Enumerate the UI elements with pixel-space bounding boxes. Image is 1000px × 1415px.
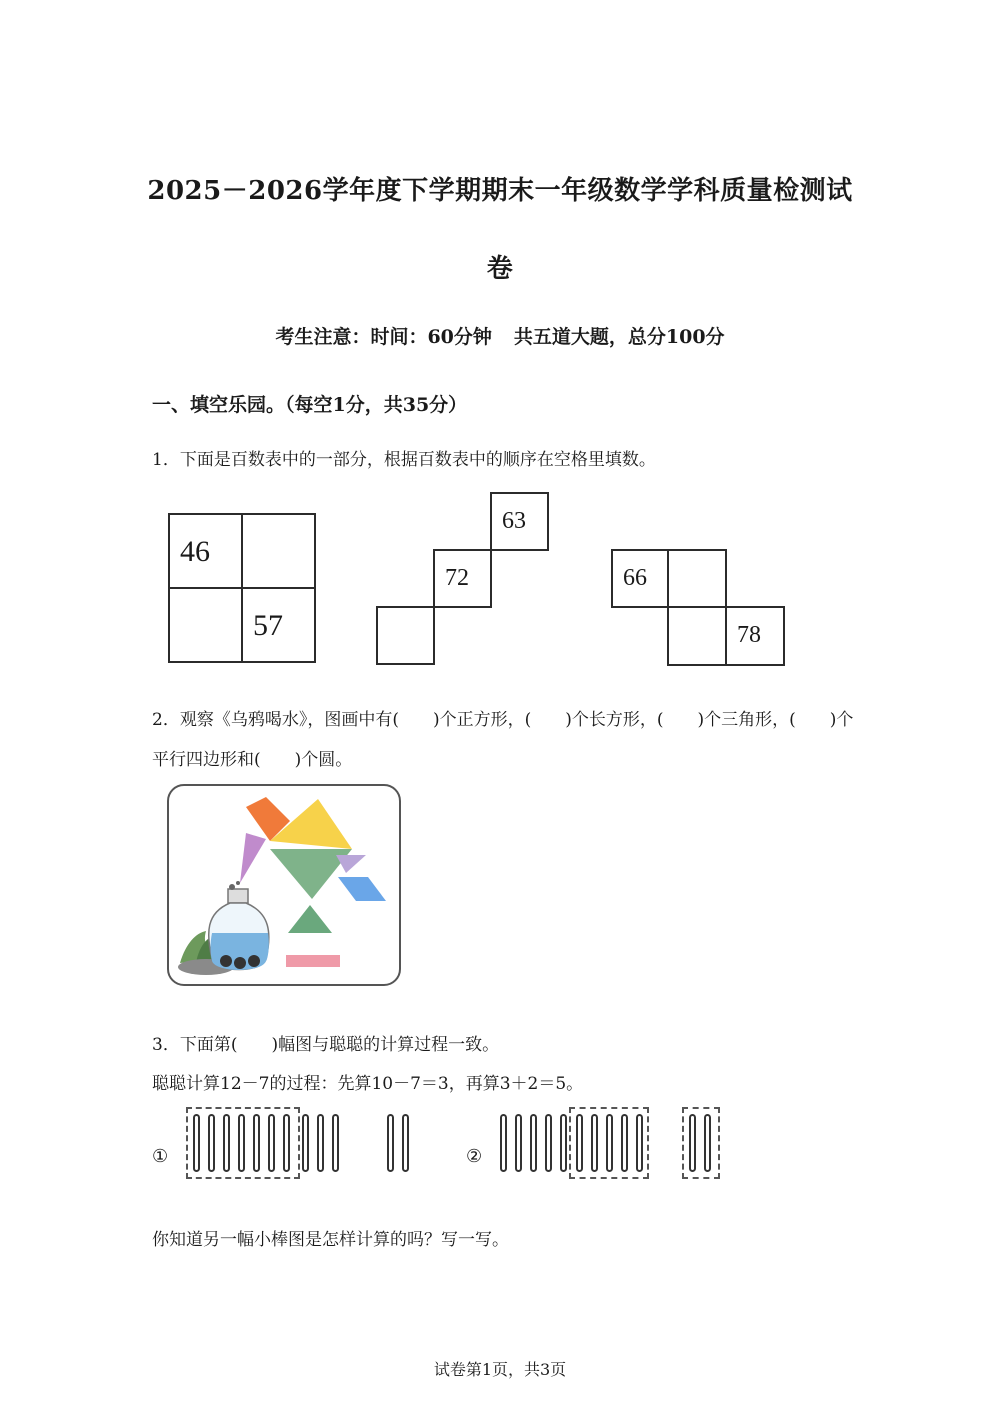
grid-b-cell bbox=[376, 606, 435, 665]
stick bbox=[576, 1114, 583, 1172]
stick bbox=[387, 1114, 394, 1172]
stick bbox=[283, 1114, 290, 1172]
stick bbox=[636, 1114, 643, 1172]
grid-b-cell: 63 bbox=[490, 492, 549, 551]
stick bbox=[500, 1114, 507, 1172]
section-1-heading: 一、填空乐园。（每空1分，共35分） bbox=[152, 394, 468, 416]
exam-notice bbox=[0, 322, 1000, 349]
stick bbox=[530, 1114, 537, 1172]
question-2-line1: 2．观察《乌鸦喝水》，图画中有( )个正方形，( )个长方形，( )个三角形，( )个 bbox=[152, 710, 854, 730]
question-3-line1: 3．下面第( )幅图与聪聪的计算过程一致。 bbox=[152, 1035, 500, 1055]
stick bbox=[268, 1114, 275, 1172]
option-1-label: ① bbox=[152, 1146, 169, 1167]
stick bbox=[238, 1114, 245, 1172]
exam-title-line2: 卷 bbox=[486, 254, 514, 284]
question-3-line3: 你知道另一幅小棒图是怎样计算的吗？写一写。 bbox=[152, 1230, 509, 1250]
grid-a-cell bbox=[168, 587, 243, 663]
question-1-text: 1．下面是百数表中的一部分，根据百数表中的顺序在空格里填数。 bbox=[152, 450, 656, 470]
stick bbox=[591, 1114, 598, 1172]
stick bbox=[317, 1114, 324, 1172]
exam-title-line1: 2025－2026学年度下学期期末一年级数学学科质量检测试 bbox=[147, 176, 853, 206]
grid-c-cell: 66 bbox=[611, 549, 669, 608]
grid-b-cell: 72 bbox=[433, 549, 492, 608]
grid-c-cell: 78 bbox=[725, 606, 785, 666]
notice-rest: 共五道大题，总分100分 bbox=[513, 326, 725, 348]
dashed-group-box bbox=[682, 1107, 720, 1179]
crow-drinking-water-tangram-picture bbox=[166, 783, 402, 989]
stick bbox=[689, 1114, 696, 1172]
stick bbox=[621, 1114, 628, 1172]
stick bbox=[545, 1114, 552, 1172]
stick bbox=[253, 1114, 260, 1172]
stick bbox=[606, 1114, 613, 1172]
pink-rectangle-shape bbox=[286, 955, 340, 967]
stick bbox=[515, 1114, 522, 1172]
stick bbox=[402, 1114, 409, 1172]
stick bbox=[223, 1114, 230, 1172]
grid-a-cell: 46 bbox=[168, 513, 243, 589]
notice-label: 考生注意：时间：60分钟 bbox=[275, 326, 492, 348]
grid-c-cell bbox=[667, 549, 727, 608]
grid-a-cell bbox=[241, 513, 316, 589]
question-2-line2: 平行四边形和( )个圆。 bbox=[152, 750, 353, 770]
stick bbox=[208, 1114, 215, 1172]
stick bbox=[193, 1114, 200, 1172]
question-3-line2: 聪聪计算12－7的过程：先算10－7＝3，再算3＋2＝5。 bbox=[152, 1074, 584, 1094]
stick bbox=[704, 1114, 711, 1172]
stick bbox=[332, 1114, 339, 1172]
option-2-label: ② bbox=[466, 1146, 483, 1167]
grid-a-cell: 57 bbox=[241, 587, 316, 663]
stick bbox=[560, 1114, 567, 1172]
stick bbox=[302, 1114, 309, 1172]
page-footer: 试卷第1页，共3页 bbox=[433, 1360, 567, 1379]
grid-c-cell bbox=[667, 606, 727, 666]
